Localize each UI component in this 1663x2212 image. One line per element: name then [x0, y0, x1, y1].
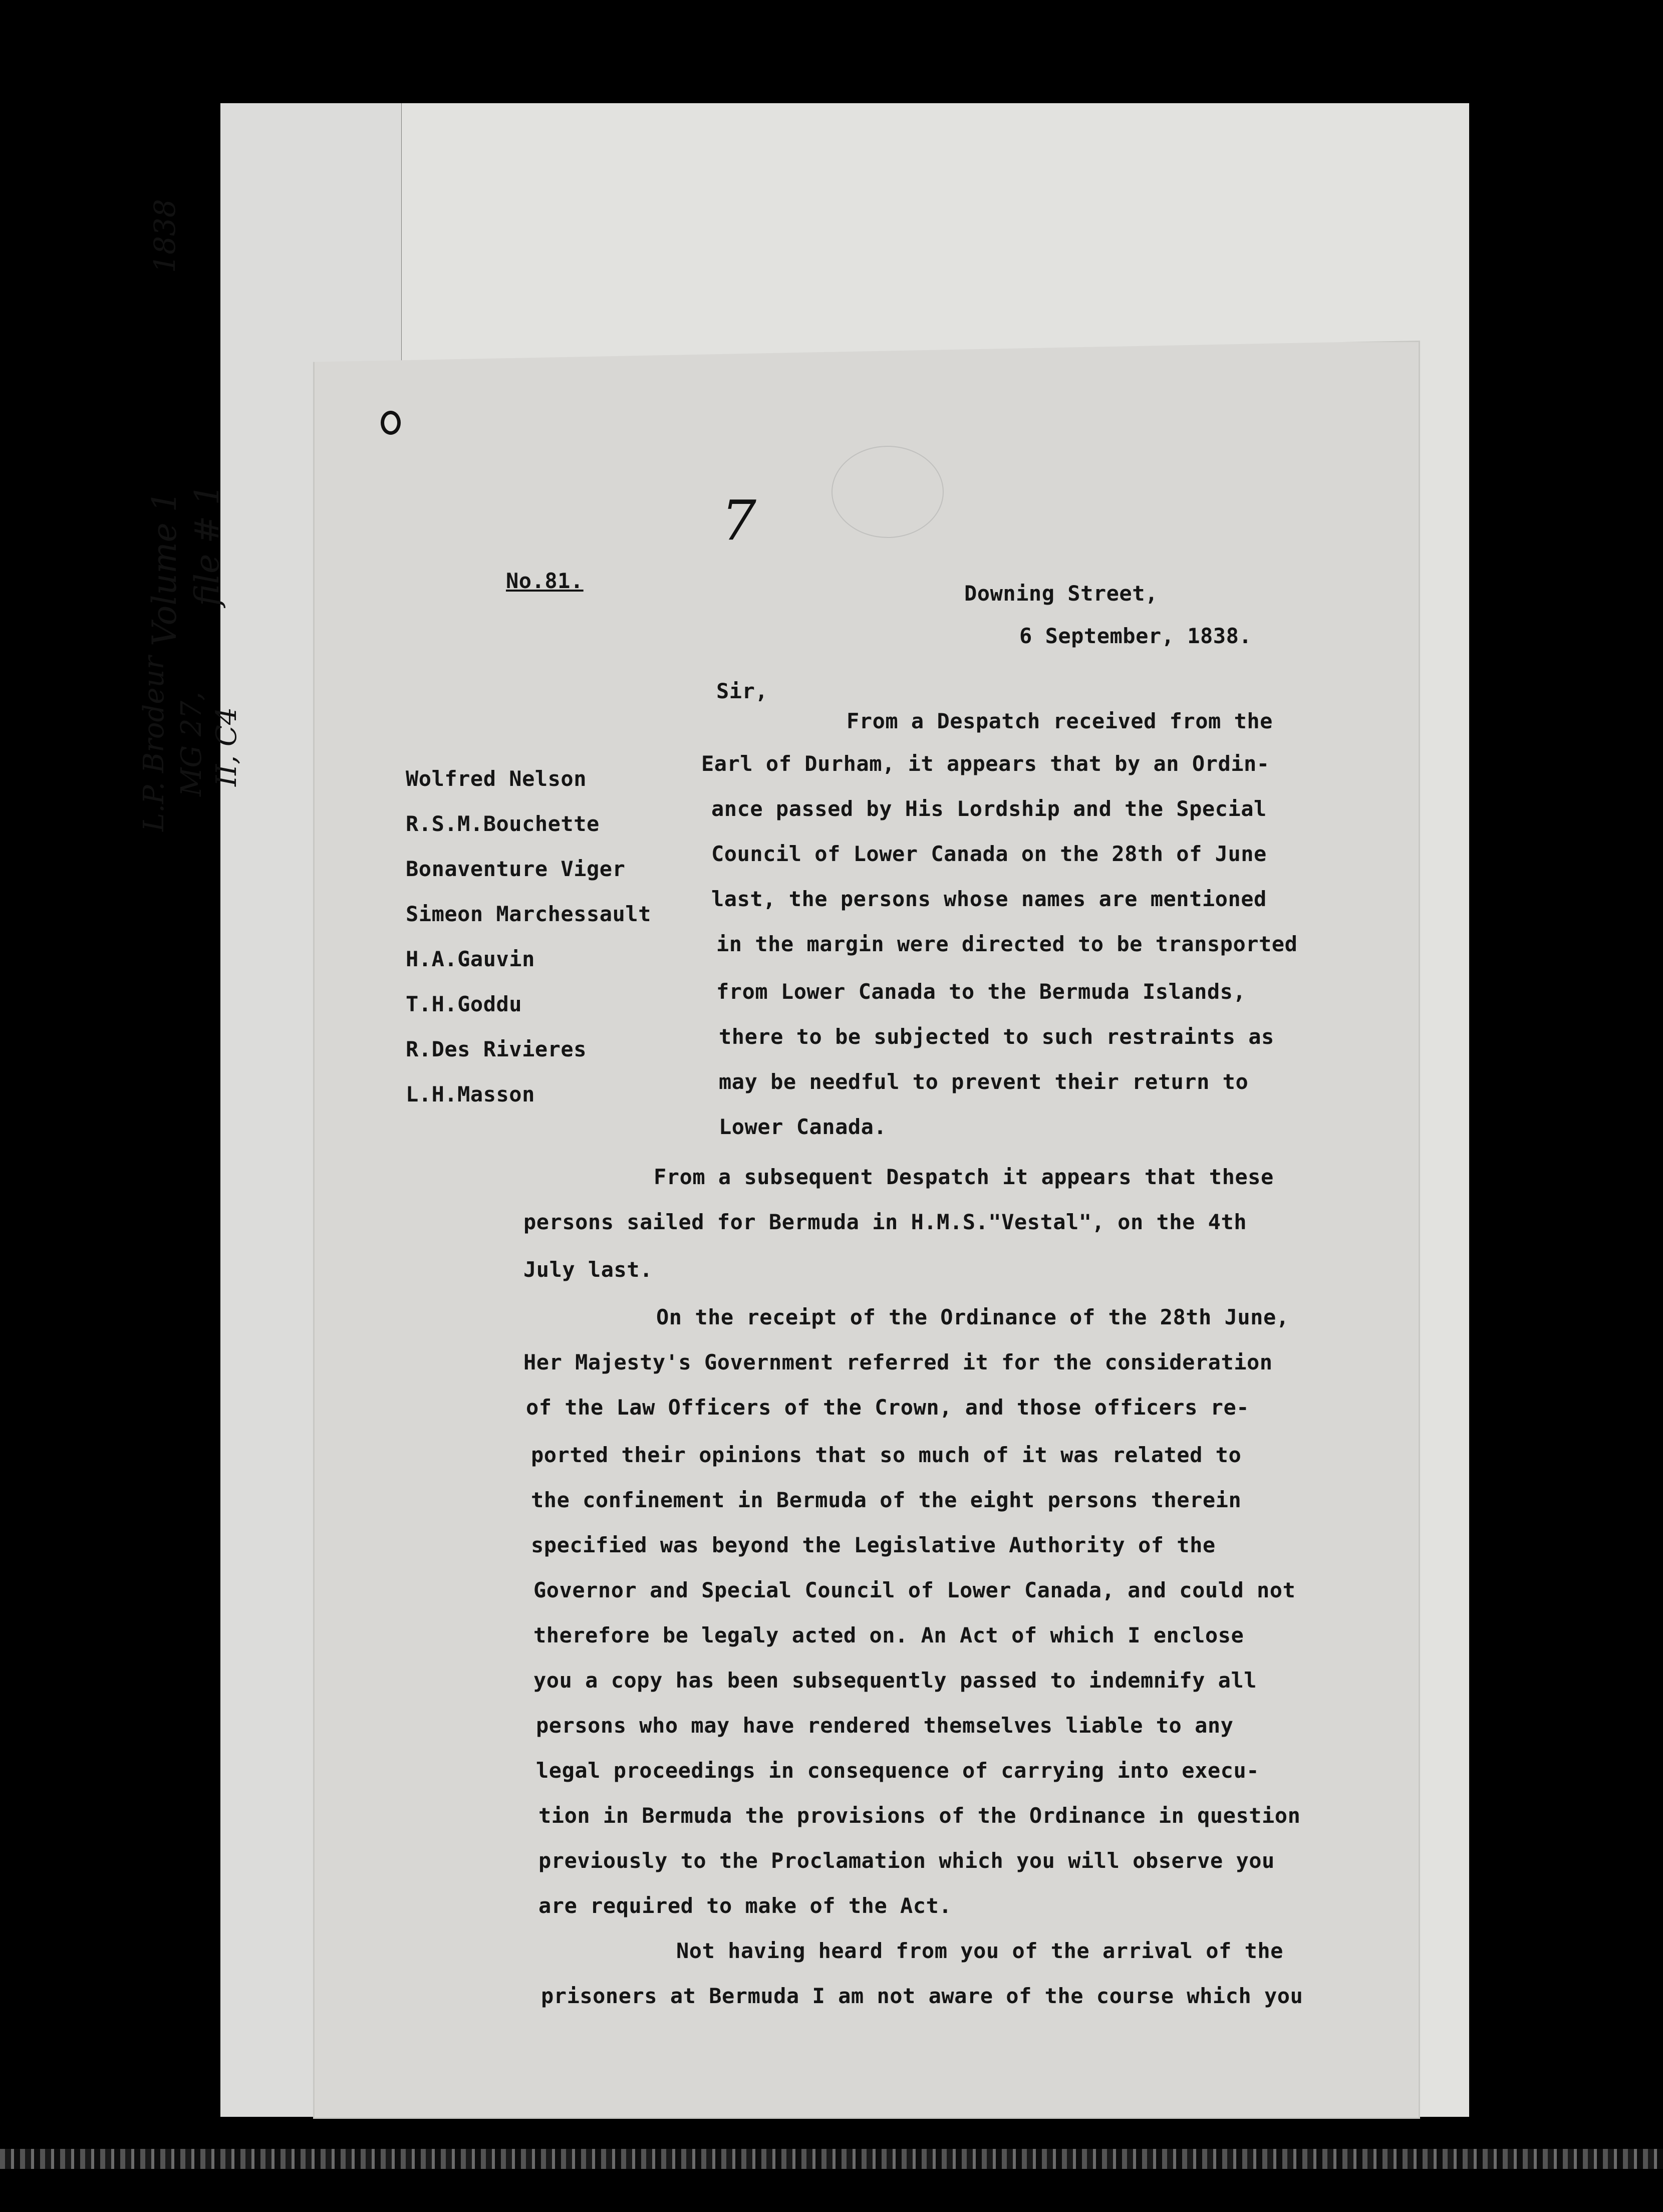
margin-name: Simeon Marchessault	[406, 902, 651, 926]
letter-address: Downing Street,	[964, 581, 1158, 606]
text-line: are required to make of the Act.	[538, 1893, 952, 1918]
text-line: persons sailed for Bermuda in H.M.S."Vestal", on the 4th	[523, 1210, 1247, 1234]
text-line: previously to the Proclamation which you will observe you	[538, 1848, 1275, 1873]
text-line: prisoners at Bermuda I am not aware of the course which you	[541, 1984, 1303, 2008]
folder-label-file: file # 1	[188, 484, 226, 606]
film-edge-strip	[0, 2149, 1663, 2169]
text-line: from Lower Canada to the Bermuda Islands,	[716, 979, 1246, 1004]
text-line: Earl of Durham, it appears that by an Ordin-	[701, 751, 1270, 776]
text-line: may be needful to prevent their return to	[719, 1069, 1249, 1094]
margin-name: Wolfred Nelson	[406, 766, 587, 791]
text-line: therefore be legaly acted on. An Act of which I enclose	[533, 1623, 1244, 1647]
text-line: last, the persons whose names are mentioned	[711, 887, 1267, 911]
text-line: On the receipt of the Ordinance of the 28th June,	[656, 1305, 1289, 1329]
margin-name: H.A.Gauvin	[406, 947, 535, 971]
text-line: From a subsequent Despatch it appears that these	[654, 1165, 1274, 1189]
text-line: Governor and Special Council of Lower Canada, and could not	[533, 1578, 1296, 1602]
text-line: ported their opinions that so much of it was related to	[531, 1443, 1242, 1467]
text-line: persons who may have rendered themselves liable to any	[536, 1713, 1234, 1738]
salutation: Sir,	[716, 679, 768, 703]
text-line: legal proceedings in consequence of carrying into execu-	[536, 1758, 1260, 1783]
folder-label-volume: Volume 1	[145, 491, 184, 646]
letter-date: 6 September, 1838.	[1019, 624, 1252, 648]
folder-label-reference: MG 27,	[175, 692, 208, 796]
text-line: Not having heard from you of the arrival of the	[676, 1939, 1283, 1963]
text-line: specified was beyond the Legislative Authority of the	[531, 1533, 1216, 1557]
embossed-seal	[831, 446, 944, 538]
text-line: July last.	[523, 1257, 653, 1282]
folder-label-series: II, C4	[210, 707, 243, 786]
text-line: Her Majesty's Government referred it for the consideration	[523, 1350, 1273, 1374]
text-line: there to be subjected to such restraints as	[719, 1024, 1274, 1049]
margin-name: Bonaventure Viger	[406, 857, 626, 881]
page-mark: 7	[721, 488, 756, 552]
margin-name: T.H.Goddu	[406, 992, 522, 1016]
despatch-number: No.81.	[506, 569, 584, 593]
text-line: ance passed by His Lordship and the Special	[711, 796, 1267, 821]
text-line: of the Law Officers of the Crown, and those officers re-	[526, 1395, 1250, 1420]
text-line: tion in Bermuda the provisions of the Ordinance in question	[538, 1803, 1301, 1828]
text-line: Council of Lower Canada on the 28th of June	[711, 842, 1267, 866]
folder-label-collection: L.P. Brodeur	[138, 656, 170, 832]
text-line: Lower Canada.	[719, 1115, 887, 1139]
punch-hole	[381, 411, 401, 435]
margin-name: L.H.Masson	[406, 1082, 535, 1107]
text-line: you a copy has been subsequently passed to indemnify all	[533, 1668, 1257, 1693]
folder-label-year: 1838	[148, 199, 182, 273]
text-line: in the margin were directed to be transported	[716, 932, 1298, 956]
margin-name: R.S.M.Bouchette	[406, 811, 600, 836]
text-line: the confinement in Bermuda of the eight persons therein	[531, 1488, 1242, 1512]
margin-name: R.Des Rivieres	[406, 1037, 587, 1061]
text-line: From a Despatch received from the	[847, 709, 1273, 733]
